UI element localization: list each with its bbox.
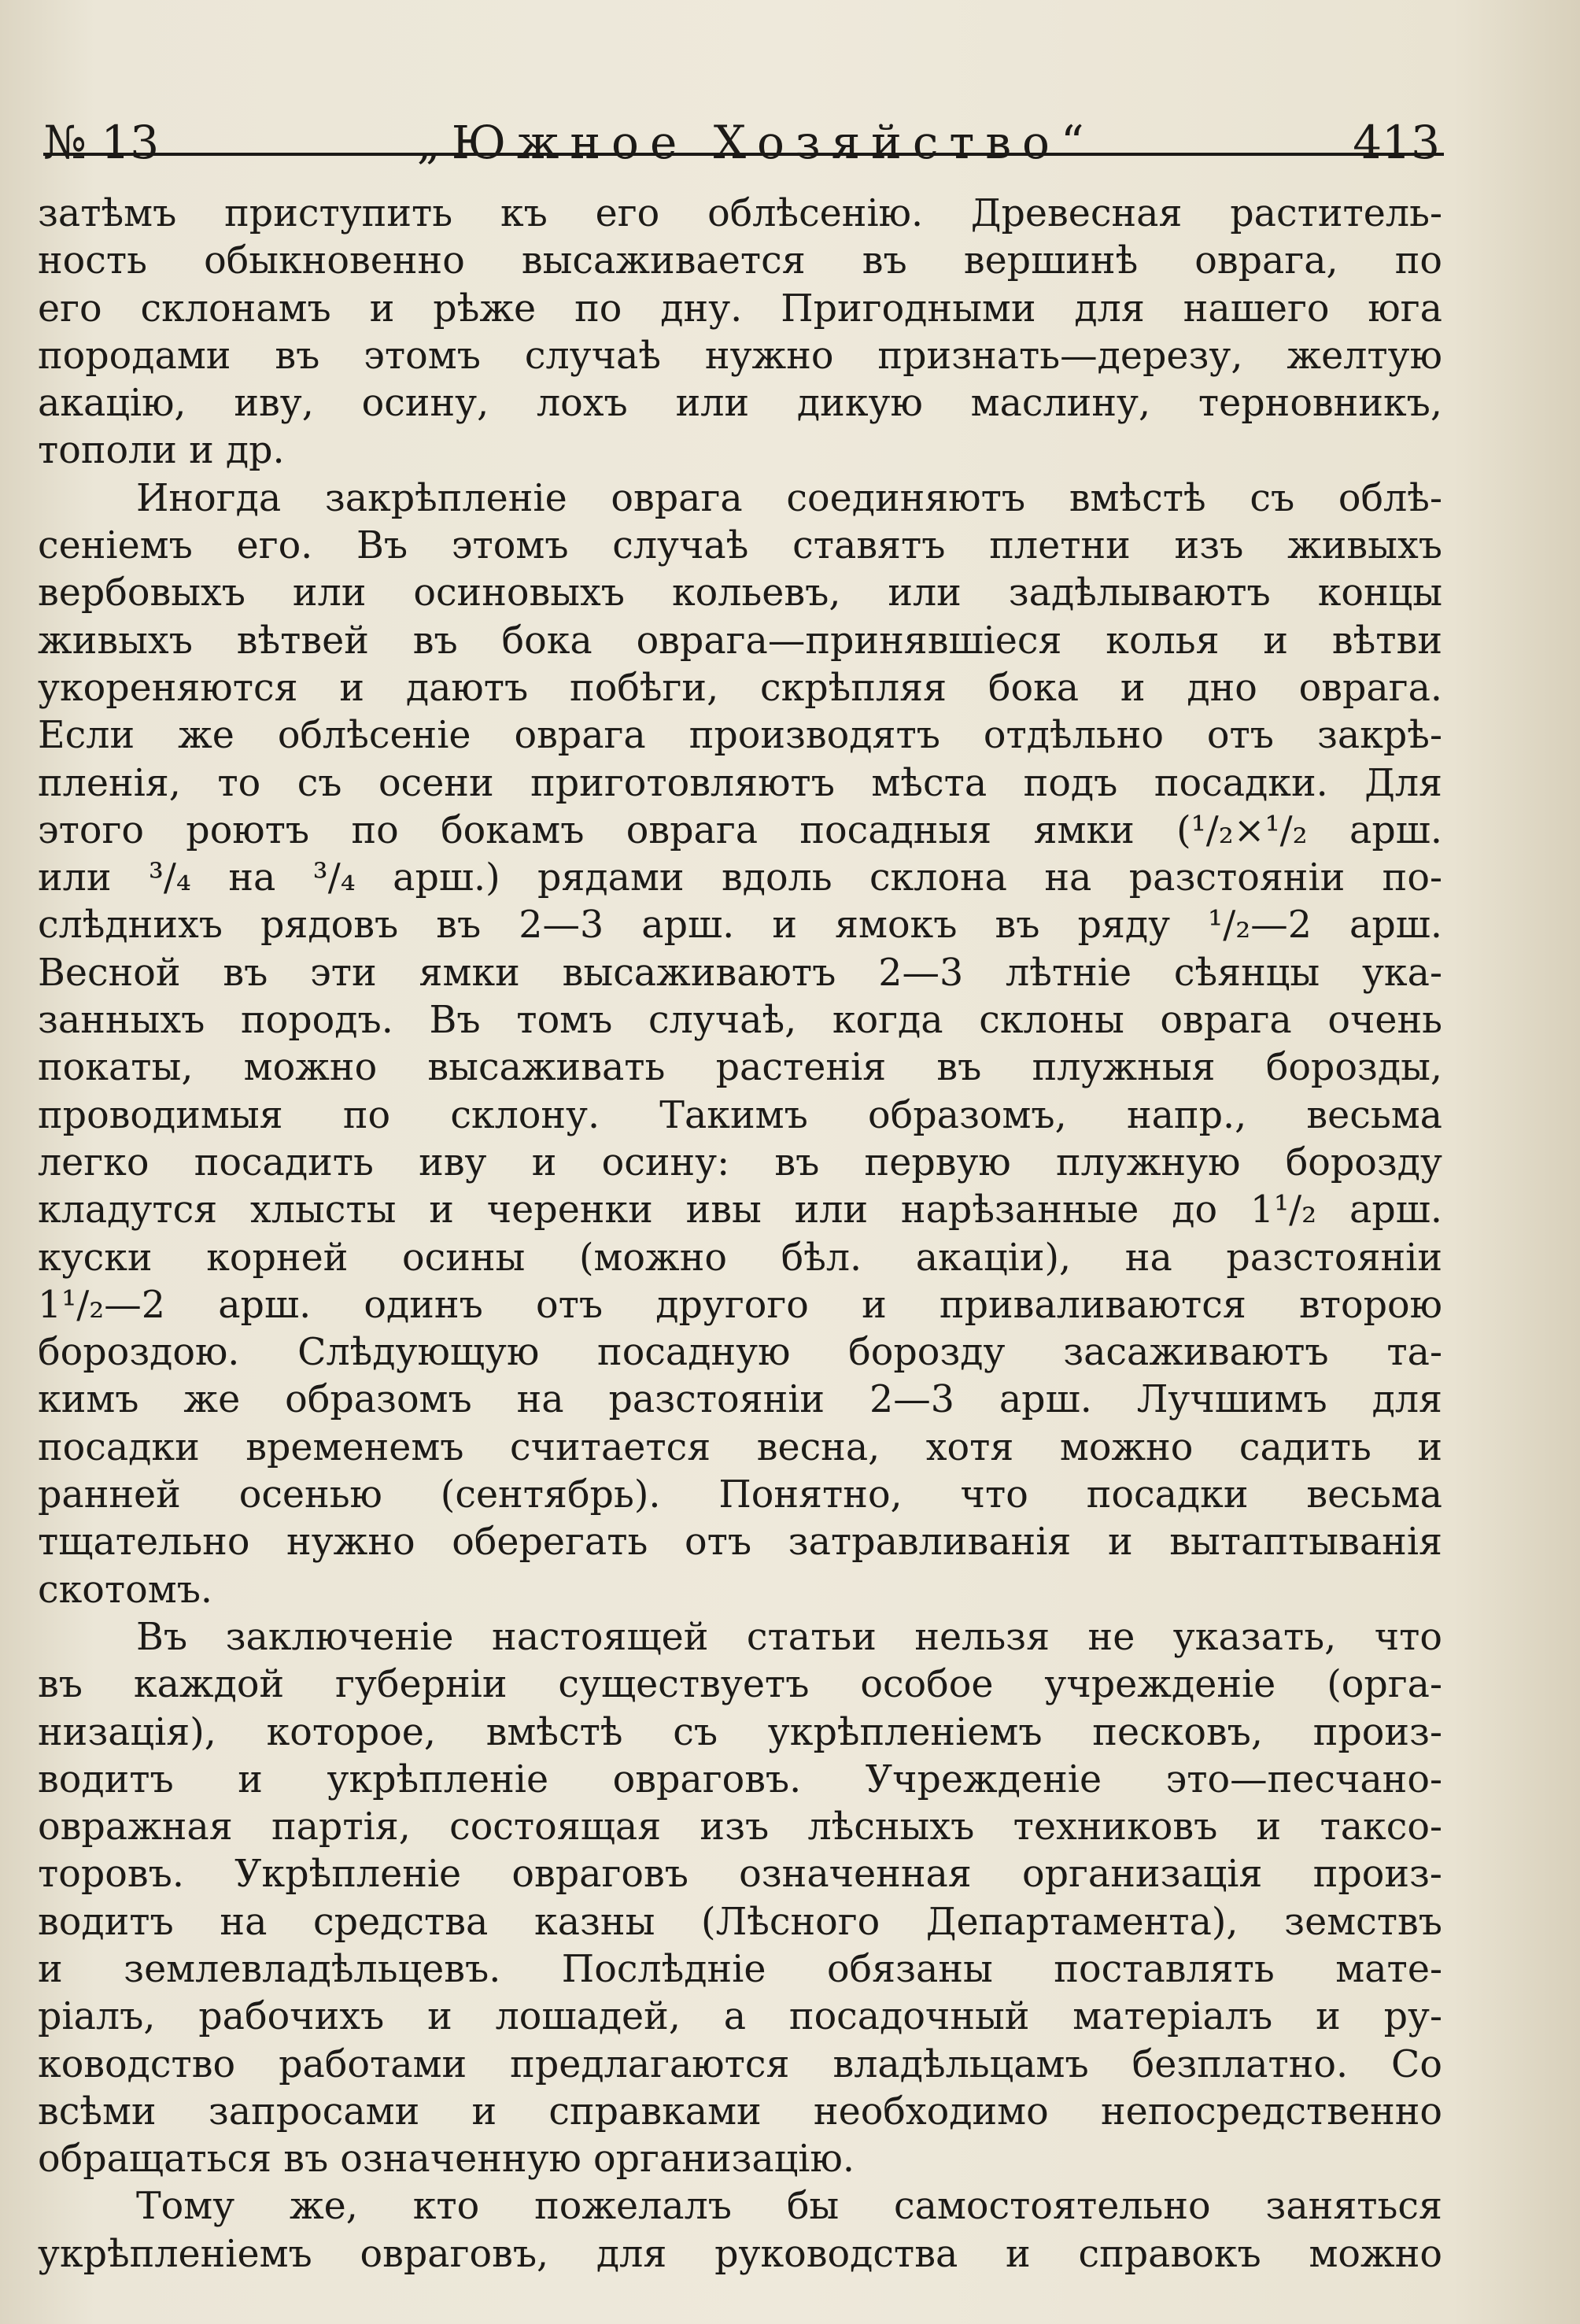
article-body	[38, 190, 1442, 2278]
text-line: бороздою. Слѣдующую посадную борозду засаживаютъ та-	[38, 1331, 1442, 1375]
text-line: обращаться въ означенную организацію.	[38, 2137, 855, 2182]
text-line: ководство работами предлагаются владѣльцамъ безплатно. Со	[38, 2042, 1442, 2086]
text-line: или ³/₄ на ³/₄ арш.) рядами вдоль склона на разстояніи по-	[38, 856, 1442, 900]
text-line: всѣми запросами и справками необходимо непосредственно	[38, 2089, 1442, 2134]
text-line: его склонамъ и рѣже по дну. Пригодными для нашего юга	[38, 286, 1442, 331]
text-line: скотомъ.	[38, 1568, 213, 1612]
text-line: акацію, иву, осину, лохъ или дикую маслину, терновникъ,	[38, 382, 1442, 426]
text-line: водитъ на средства казны (Лѣсного Департамента), земствъ	[38, 1900, 1442, 1944]
text-line: затѣмъ приступить къ его облѣсенію. Древесная раститель-	[38, 192, 1442, 235]
header-rule	[43, 153, 1444, 156]
text-line: проводимыя по склону. Такимъ образомъ, напр., весьма	[38, 1093, 1442, 1137]
text-line: живыхъ вѣтвей въ бока оврага—принявшіеся колья и вѣтви	[38, 619, 1442, 663]
text-line: низація), которое, вмѣстѣ съ укрѣпленіемъ песковъ, произ-	[38, 1710, 1442, 1754]
text-line: вербовыхъ или осиновыхъ кольевъ, или задѣлываютъ концы	[38, 571, 1442, 615]
text-line: Если же облѣсеніе оврага производятъ отдѣльно отъ закрѣ-	[38, 714, 1442, 758]
text-line: куски корней осины (можно бѣл. акаціи), на разстояніи	[38, 1236, 1442, 1280]
text-line: породами въ этомъ случаѣ нужно признать—дерезу, желтую	[38, 334, 1442, 378]
text-line: ріалъ, рабочихъ и лошадей, а посадочный матеріалъ и ру-	[38, 1995, 1442, 2039]
text-line: ранней осенью (сентябрь). Понятно, что посадки весьма	[38, 1473, 1442, 1517]
running-header	[43, 102, 1440, 169]
text-line: 1¹/₂—2 арш. одинъ отъ другого и приваливаются второю	[38, 1283, 1442, 1327]
text-line: кладутся хлысты и черенки ивы или нарѣзанные до 1¹/₂ арш.	[38, 1188, 1442, 1232]
text-line: Въ заключеніе настоящей статьи нельзя не указать, что	[136, 1615, 1442, 1659]
issue-number: № 13	[43, 116, 160, 169]
paragraph	[38, 1614, 1442, 2184]
page-number: 413	[1353, 116, 1440, 169]
text-line: слѣднихъ рядовъ въ 2—3 арш. и ямокъ въ ряду ¹/₂—2 арш.	[38, 903, 1442, 948]
paragraph	[38, 475, 1442, 1614]
text-line: укореняются и даютъ побѣги, скрѣпляя бока и дно оврага.	[38, 666, 1442, 710]
text-line: тополи и др.	[38, 429, 285, 473]
text-line: тщательно нужно оберегать отъ затравливанія и вытаптыванія	[38, 1520, 1442, 1565]
paragraph	[38, 190, 1442, 475]
text-line: этого роютъ по бокамъ оврага посадныя ямки (¹/₂×¹/₂ арш.	[38, 808, 1442, 852]
text-line: овражная партія, состоящая изъ лѣсныхъ техниковъ и таксо-	[38, 1805, 1442, 1849]
text-line: въ каждой губерніи существуетъ особое учрежденіе (орга-	[38, 1663, 1442, 1707]
text-line: укрѣпленіемъ овраговъ, для руководства и справокъ можно	[38, 2232, 1442, 2276]
text-line: пленія, то съ осени приготовляютъ мѣста подъ посадки. Для	[38, 761, 1442, 805]
text-line: посадки временемъ считается весна, хотя можно садить и	[38, 1425, 1442, 1469]
text-line: сеніемъ его. Въ этомъ случаѣ ставятъ плетни изъ живыхъ	[38, 524, 1442, 568]
text-line: ность обыкновенно высаживается въ вершинѣ оврага, по	[38, 239, 1442, 283]
text-line: покаты, можно высаживать растенія въ плужныя борозды,	[38, 1046, 1442, 1090]
text-line: и землевладѣльцевъ. Послѣдніе обязаны поставлять мате-	[38, 1947, 1442, 1991]
text-line: занныхъ породъ. Въ томъ случаѣ, когда склоны оврага очень	[38, 999, 1442, 1043]
text-line: легко посадить иву и осину: въ первую плужную борозду	[38, 1140, 1442, 1184]
text-line: кимъ же образомъ на разстояніи 2—3 арш. Лучшимъ для	[38, 1378, 1442, 1422]
text-line: Весной въ эти ямки высаживаютъ 2—3 лѣтніе сѣянцы ука-	[38, 951, 1442, 995]
text-line: водитъ и укрѣпленіе овраговъ. Учрежденіе это—песчано-	[38, 1757, 1442, 1801]
text-line: Иногда закрѣпленіе оврага соединяютъ вмѣстѣ съ облѣ-	[136, 476, 1442, 520]
text-line: Тому же, кто пожелалъ бы самостоятельно заняться	[136, 2185, 1442, 2229]
journal-title: „Южное Хозяйство“	[416, 116, 1095, 169]
text-line: торовъ. Укрѣпленіе овраговъ означенная организація произ-	[38, 1853, 1442, 1897]
paragraph	[38, 2183, 1442, 2278]
